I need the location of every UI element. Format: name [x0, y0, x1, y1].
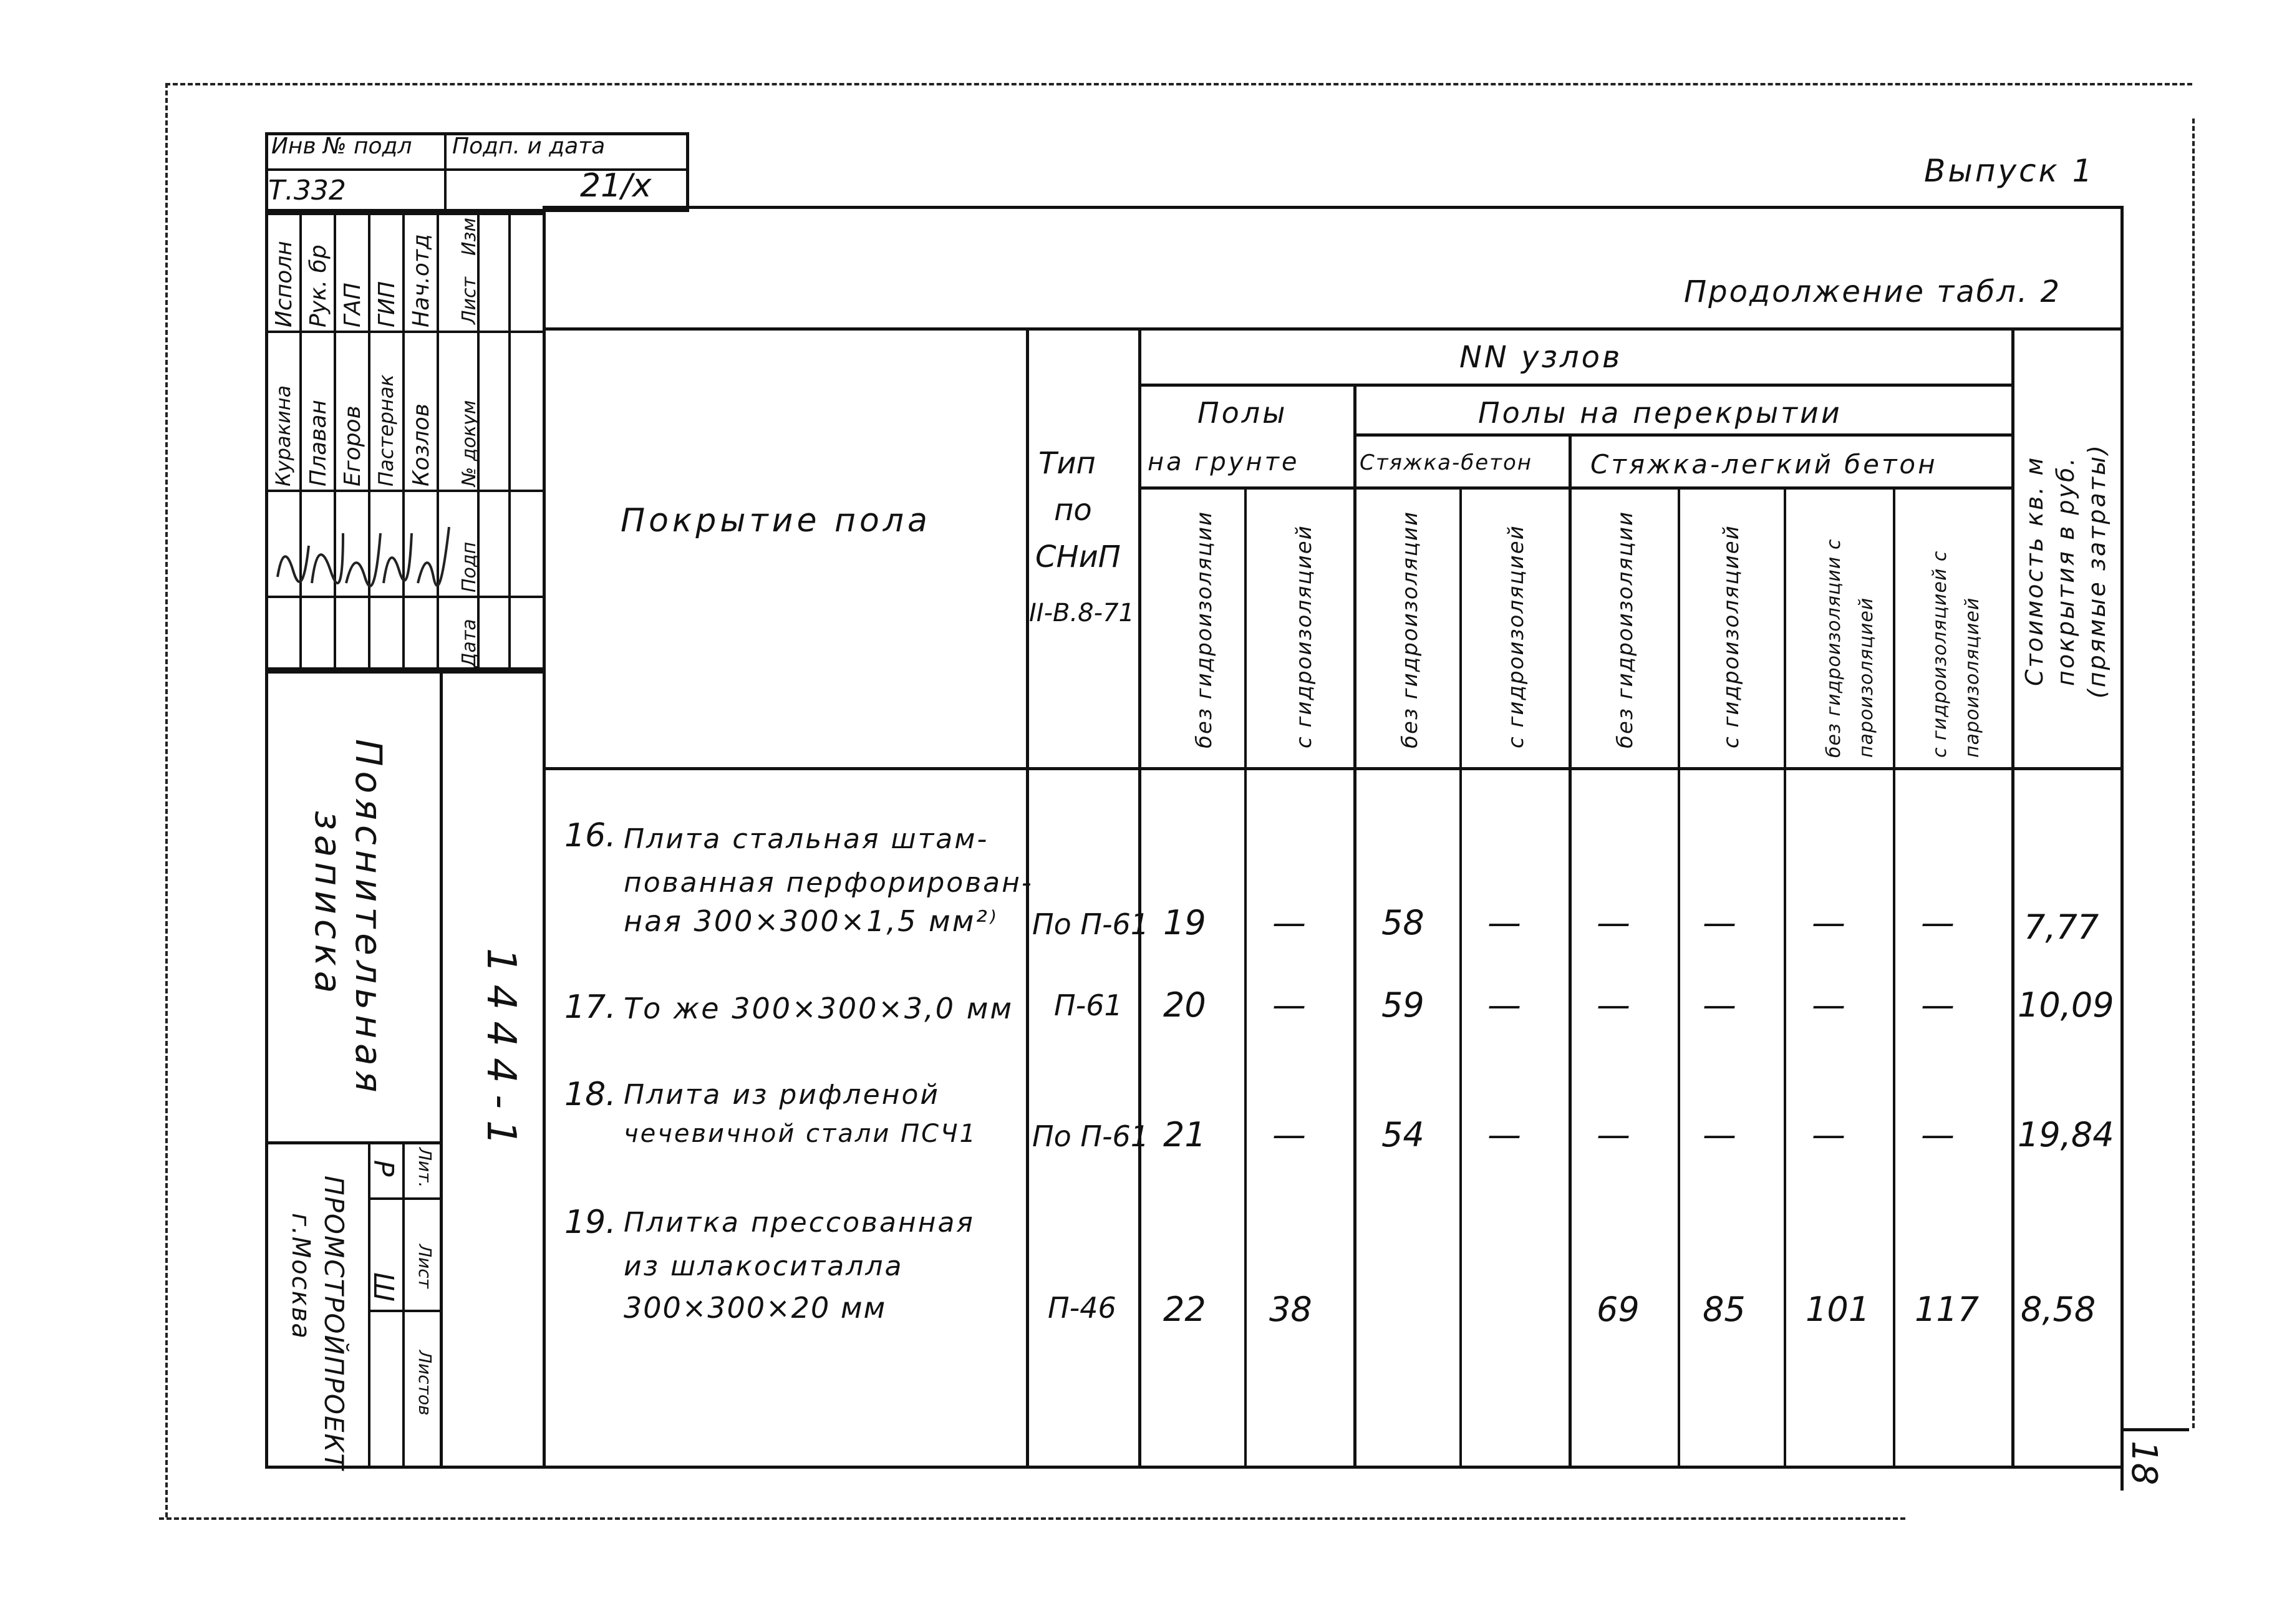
row-19-cell-6: 85: [1703, 1290, 1746, 1329]
row-16-cell-4: —: [1487, 903, 1521, 942]
row-17-cost: 10,09: [2018, 985, 2114, 1025]
row-19-line1: Плитка прессованная: [624, 1207, 975, 1239]
row-19-cell-2: 38: [1269, 1290, 1312, 1329]
row-16-line1: Плита стальная штам-: [624, 823, 989, 855]
row-16-cell-6: —: [1703, 903, 1736, 942]
org-line2: г.Москва: [286, 1213, 315, 1340]
sub-header-2: с гидроизоляцией: [1292, 524, 1317, 748]
row-17-cell-1: 20: [1163, 985, 1206, 1025]
sub-header-4: с гидроизоляцией: [1504, 524, 1529, 748]
screed-light-header: Стяжка-легкий бетон: [1590, 449, 1938, 480]
nodes-header: NN узлов: [1459, 340, 1623, 375]
v-c7: [1893, 486, 1895, 1469]
row-18-line2: чечевичной стали ПСЧ1: [624, 1119, 977, 1148]
stamp-v5: [437, 212, 439, 670]
stamp-v3: [368, 212, 370, 670]
col-type-line3: СНиП: [1035, 539, 1121, 574]
row-18-num: 18.: [564, 1076, 616, 1113]
row-17-type: П-61: [1054, 988, 1123, 1022]
floors-slab-header: Полы на перекрытии: [1478, 396, 1842, 430]
h-floors: [1353, 433, 2011, 437]
doc-title-line1: Пояснительная: [347, 739, 390, 1098]
row-17-line1: То же 300×300×3,0 мм: [624, 992, 1014, 1025]
stamp-h3: [265, 596, 546, 598]
cost-header-line2: покрытия в руб.: [2052, 456, 2079, 686]
sub-header-3: без гидроизоляции: [1398, 510, 1423, 748]
stamp-role-4: Рук. бр: [306, 244, 331, 327]
list-label: Лист: [415, 1244, 435, 1288]
stamp-v2: [334, 212, 336, 670]
row-19-cost: 8,58: [2021, 1290, 2096, 1329]
row-17-cell-3: 59: [1381, 985, 1424, 1025]
title-block-h: [265, 1141, 443, 1144]
row-17-cell-5: —: [1597, 985, 1630, 1025]
row-16-cell-7: —: [1812, 903, 1845, 942]
org-line1: ПРОМСТРОЙПРОЕКТ: [319, 1176, 349, 1471]
stamp-sign-value: 21/х: [580, 167, 652, 205]
stamp-name-2: Пастернак: [374, 374, 398, 486]
lit-value: Р: [367, 1160, 399, 1177]
v-type: [1138, 329, 1141, 1469]
row-19-type: П-46: [1048, 1291, 1116, 1325]
signatures-graphic: [265, 490, 465, 596]
row-19-line2: из шлакоситалла: [624, 1250, 904, 1282]
v-c5: [1678, 486, 1680, 1469]
stamp-role-5: Исполн: [271, 241, 297, 327]
org-v2: [402, 1141, 405, 1469]
row-19-cell-8: 117: [1915, 1290, 1980, 1329]
stamp-name-3: Егоров: [340, 405, 365, 486]
stamp-v4: [402, 212, 405, 670]
stamp-name-5: Куракина: [271, 385, 295, 486]
row-16-line3: ная 300×300×1,5 мм²⁾: [624, 904, 999, 938]
row-16-cell-5: —: [1597, 903, 1630, 942]
col-cover-header: Покрытие пола: [621, 502, 931, 539]
row-19-line3: 300×300×20 мм: [624, 1291, 887, 1325]
col-type-line2: по: [1054, 493, 1092, 528]
stamp-inv-div: [444, 132, 447, 212]
row-16-cell-2: —: [1272, 903, 1306, 942]
stamp-inv-label: Инв № подл: [271, 133, 412, 159]
org-h2: [368, 1310, 440, 1312]
v-c3: [1459, 486, 1462, 1469]
frame-bottom-line: [159, 1517, 1905, 1520]
org-v1: [368, 1141, 370, 1469]
screed-concrete-header: Стяжка-бетон: [1360, 450, 1532, 475]
row-16-line2: пованная перфорирован-: [624, 867, 1033, 899]
row-16-cell-8: —: [1921, 903, 1955, 942]
stamp-name-1: Козлов: [409, 404, 434, 486]
v-nodes-end: [2011, 329, 2014, 1469]
row-18-cell-3: 54: [1381, 1115, 1424, 1154]
row-16-cell-1: 19: [1163, 903, 1206, 942]
row-18-cell-2: —: [1272, 1115, 1306, 1154]
sub-header-6: с гидроизоляцией: [1719, 524, 1744, 748]
row-19-cell-5: 69: [1597, 1290, 1640, 1329]
floors-ground-line2: на грунте: [1148, 448, 1300, 476]
org-h1: [368, 1197, 440, 1200]
stamp-role-2: ГИП: [374, 281, 400, 327]
page-number: 18: [2124, 1441, 2164, 1486]
stamp-h1: [265, 331, 546, 333]
row-18-cell-4: —: [1487, 1115, 1521, 1154]
stamp-col-list: Лист: [458, 276, 480, 324]
sub-header-1: без гидроизоляции: [1192, 510, 1217, 748]
stamp-inv-value: Т.332: [268, 175, 346, 206]
cost-header-line1: Стоимость кв. м: [2021, 455, 2048, 686]
row-18-cost: 19,84: [2018, 1115, 2114, 1154]
frame-left-line: [165, 83, 168, 1517]
list-value: Ш: [367, 1272, 399, 1302]
listov-label: Листов: [415, 1350, 435, 1416]
h-nodes: [1138, 384, 2011, 387]
stamp-v1: [299, 212, 302, 670]
row-18-cell-6: —: [1703, 1115, 1736, 1154]
sub-header-5: без гидроизоляции: [1613, 510, 1638, 748]
row-16-type: По П-61: [1032, 907, 1149, 941]
row-18-line1: Плита из рифленой: [624, 1079, 940, 1111]
col-type-line1: Тип: [1038, 446, 1096, 481]
row-18-cell-7: —: [1812, 1115, 1845, 1154]
row-16-cost: 7,77: [2024, 907, 2099, 947]
v-c1: [1244, 486, 1247, 1469]
sub-header-8: с гидроизоляцией с пароизоляцией: [1929, 550, 1983, 758]
doc-title-line2: записка: [307, 811, 349, 998]
cost-header-line3: (прямые затраты): [2083, 443, 2111, 698]
row-19-num: 19.: [564, 1204, 616, 1241]
row-17-cell-7: —: [1812, 985, 1845, 1025]
issue-label: Выпуск 1: [1924, 153, 2095, 189]
row-19-cell-7: 101: [1806, 1290, 1870, 1329]
stamp-role-3: ГАП: [340, 283, 365, 327]
row-17-cell-6: —: [1703, 985, 1736, 1025]
row-19-cell-1: 22: [1163, 1290, 1206, 1329]
header-bottom: [543, 767, 2124, 770]
doc-code: 1444-1: [478, 948, 524, 1157]
row-16-num: 16.: [564, 817, 616, 854]
stamp-sign-date-label: Подп. и дата: [452, 133, 606, 159]
row-18-cell-8: —: [1921, 1115, 1955, 1154]
title-block-div: [440, 670, 443, 1469]
row-18-cell-1: 21: [1163, 1115, 1206, 1154]
row-18-cell-5: —: [1597, 1115, 1630, 1154]
v-ground: [1353, 384, 1356, 1469]
page-number-rule: [2120, 1428, 2189, 1431]
col-type-line4: II-В.8-71: [1029, 599, 1134, 627]
stamp-col-podp: Подп: [458, 541, 480, 592]
stamp-role-1: Нач.отд: [409, 234, 434, 327]
floors-ground-line1: Полы: [1197, 396, 1288, 430]
frame-right-line: [2192, 118, 2195, 1428]
v-c6: [1784, 486, 1786, 1469]
row-17-cell-8: —: [1921, 985, 1955, 1025]
stamp-v7: [508, 212, 511, 670]
row-17-cell-4: —: [1487, 985, 1521, 1025]
stamp-col-data: Дата: [458, 619, 480, 667]
row-17-num: 17.: [564, 988, 616, 1026]
stamp-col-doc: № докум: [458, 400, 480, 486]
h-sub: [1138, 486, 2011, 490]
stamp-name-4: Плаван: [306, 400, 331, 486]
row-18-type: По П-61: [1032, 1119, 1149, 1153]
table-caption: Продолжение табл. 2: [1684, 274, 2062, 309]
frame-top-line: [165, 83, 2192, 85]
stamp-col-izm: Изм: [458, 217, 480, 256]
lit-label: Лит.: [415, 1148, 435, 1188]
caption-rule: [543, 327, 2124, 331]
row-16-cell-3: 58: [1381, 903, 1424, 942]
v-screed: [1569, 433, 1572, 1469]
v-cover: [1026, 329, 1029, 1469]
sub-header-7: без гидроизоляции с пароизоляцией: [1823, 538, 1877, 758]
row-17-cell-2: —: [1272, 985, 1306, 1025]
